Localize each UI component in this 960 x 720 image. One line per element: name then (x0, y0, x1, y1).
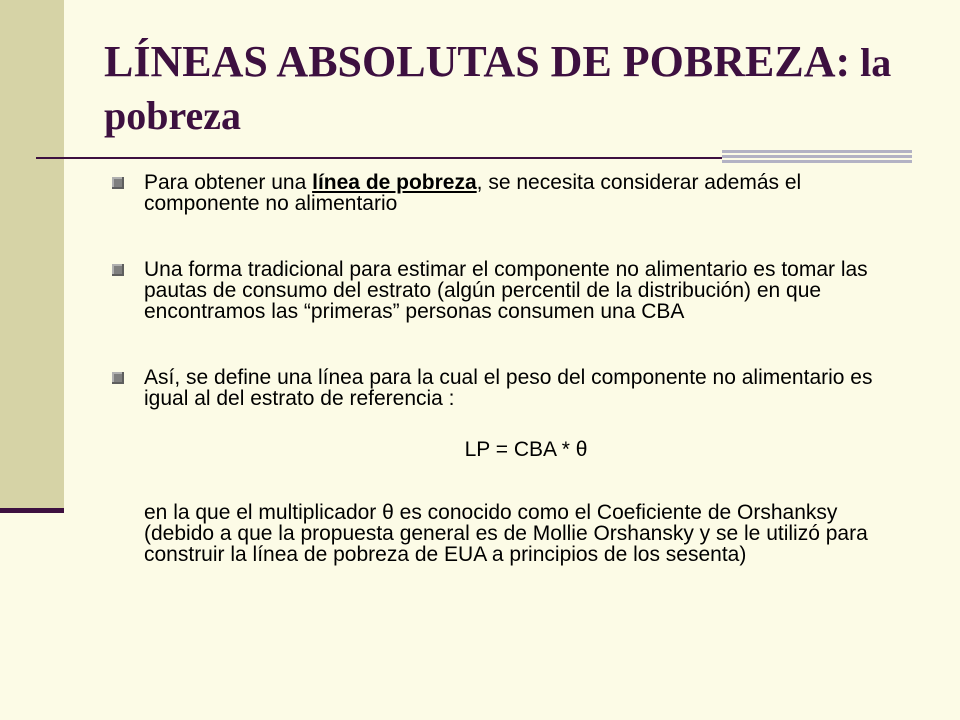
bullet-item-1 (108, 172, 908, 214)
slide-body (108, 172, 908, 565)
slide-title-main: LÍNEAS ABSOLUTAS DE POBREZA: (104, 37, 851, 86)
title-accent-stripes (722, 150, 912, 164)
formula-line: LP = CBA * θ (464, 438, 588, 461)
bullet-3-text: Así, se define una línea para la cual el peso del componente no alimentario es igual al del estrato de referencia : (144, 366, 873, 410)
bullet-square-icon (112, 264, 124, 276)
bullet-square-icon (112, 372, 124, 384)
slide-title (104, 36, 924, 142)
side-bar-decoration (0, 0, 64, 512)
bullet-1-text-pre: Para obtener una (144, 171, 313, 194)
bullet-2-text: Una forma tradicional para estimar el componente no alimentario es tomar las pautas de consumo del estrato (algún percentil de la distribución) en que encontramos las “primeras” personas consumen una CBA (144, 258, 868, 323)
linea-de-pobreza-link[interactable]: línea de pobreza (312, 171, 477, 194)
bullet-square-icon (112, 177, 124, 189)
explanation-paragraph: en la que el multiplicador θ es conocido como el Coeficiente de Orshanksy (debido a que la propuesta general es de Mollie Orshansky y se le utilizó para construir la línea de pobreza de EUA a principios de los sesenta) (144, 501, 868, 566)
bullet-item-2 (108, 259, 908, 322)
side-bar-accent-line (0, 508, 64, 513)
slide-title-subtitle: la pobreza (104, 40, 892, 138)
bullet-1-text-post: , se necesita considerar además el componente no alimentario (144, 171, 802, 215)
bullet-item-3 (108, 367, 908, 409)
